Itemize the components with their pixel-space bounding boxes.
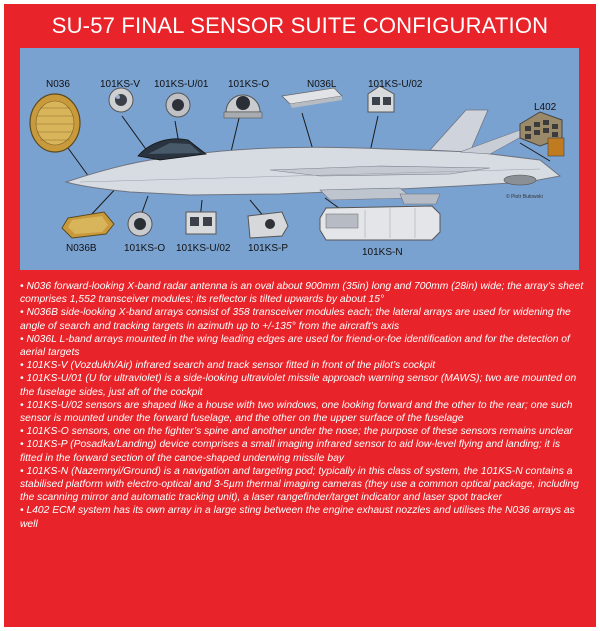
label-101ks-p: 101KS-P xyxy=(248,243,289,254)
101ks-u02-sensor-bottom xyxy=(186,212,216,234)
label-n036b: N036B xyxy=(66,243,97,254)
note-n036b: • N036B side-looking X-band arrays consist of 358 transceiver modules each; the lateral arrays are used for widening the angle of search and tracking targets in azimuth up to +/-135° from the aircraft’s axis xyxy=(20,307,571,332)
label-n036: N036 xyxy=(46,79,70,90)
101ks-o-sensor-bottom xyxy=(128,212,152,236)
n036b-side-array xyxy=(62,212,114,238)
label-101ks-n: 101KS-N xyxy=(362,247,403,258)
label-101ks-u02-top: 101KS-U/02 xyxy=(368,79,423,90)
note-101ks-u01: • 101KS-U/01 (U for ultraviolet) is a side-looking ultraviolet missile approach warning sensor (MAWS); two are mounted on the fuselage sides, just aft of the cockpit xyxy=(20,373,577,398)
note-l402: • L402 ECM system has its own array in a large sting between the engine exhaust nozzles and utilises the N036 arrays as well xyxy=(20,505,575,530)
101ks-n-targeting-pod xyxy=(320,206,440,240)
101ks-o-sensor-top xyxy=(224,95,262,118)
label-101ks-u01-top: 101KS-U/01 xyxy=(154,79,209,90)
page-title: SU-57 FINAL SENSOR SUITE CONFIGURATION xyxy=(51,13,549,38)
label-101ks-u02-bottom: 101KS-U/02 xyxy=(176,243,231,254)
101ks-u01-sensor-top xyxy=(166,93,190,117)
note-n036l: • N036L L-band arrays mounted in the wing leading edges are used for friend-or-foe identification and for the detection of aerial targets xyxy=(20,333,570,359)
n036l-wing-array xyxy=(282,88,342,108)
label-101ks-v: 101KS-V xyxy=(100,79,141,90)
note-101ks-u02: • 101KS-U/02 sensors are shaped like a house with two windows, one looking forward and the other to the rear; one such sensor is mounted under the forward fuselage, and the other on the upper surface of the fuselage xyxy=(20,399,573,425)
label-n036l: N036L xyxy=(307,79,337,90)
101ks-p-sensor xyxy=(248,212,288,238)
image-credit: © Piotr Butowski xyxy=(506,194,543,200)
su57-aircraft xyxy=(66,110,560,204)
sensor-notes xyxy=(20,280,585,531)
note-n036: • N036 forward-looking X-band radar antenna is an oval about 900mm (35in) long and 700mm (28in) wide; the array’s sheet comprises 1,552 transceiver modules; its reflector is tilted upwards by about 15° xyxy=(20,281,584,306)
note-101ks-n: • 101KS-N (Nazemnyi/Ground) is a navigation and targeting pod; typically in this class of system, the 101KS-N contains a stabilised platform with electro-optical and 3-5µm thermal imaging cameras (they use a common optical package, including the scanning mirror and automatic tracking unit), a laser rangefinder/target indicator and laser spot tracker xyxy=(20,465,579,504)
101ks-v-sensor xyxy=(109,88,133,112)
label-101ks-o-top: 101KS-O xyxy=(228,79,270,90)
note-101ks-o: • 101KS-O sensors, one on the fighter’s spine and another under the nose; the purpose of these sensors remains unclear xyxy=(20,426,573,438)
infographic-frame xyxy=(4,4,596,627)
label-101ks-o-bottom: 101KS-O xyxy=(124,243,166,254)
note-101ks-p: • 101KS-P (Posadka/Landing) device comprises a small imaging infrared sensor to aid low-level flying and landing; it is fitted in the forward section of the canoe-shaped underwing missile bay xyxy=(20,439,561,464)
l402-ecm-array xyxy=(520,112,564,156)
n036-radar-antenna xyxy=(30,94,80,152)
note-101ks-v: • 101KS-V (Vozdukh/Air) infrared search and track sensor fitted in front of the pilot’s cockpit xyxy=(20,360,436,372)
sensor-diagram xyxy=(20,48,579,270)
label-l402: L402 xyxy=(534,102,557,113)
